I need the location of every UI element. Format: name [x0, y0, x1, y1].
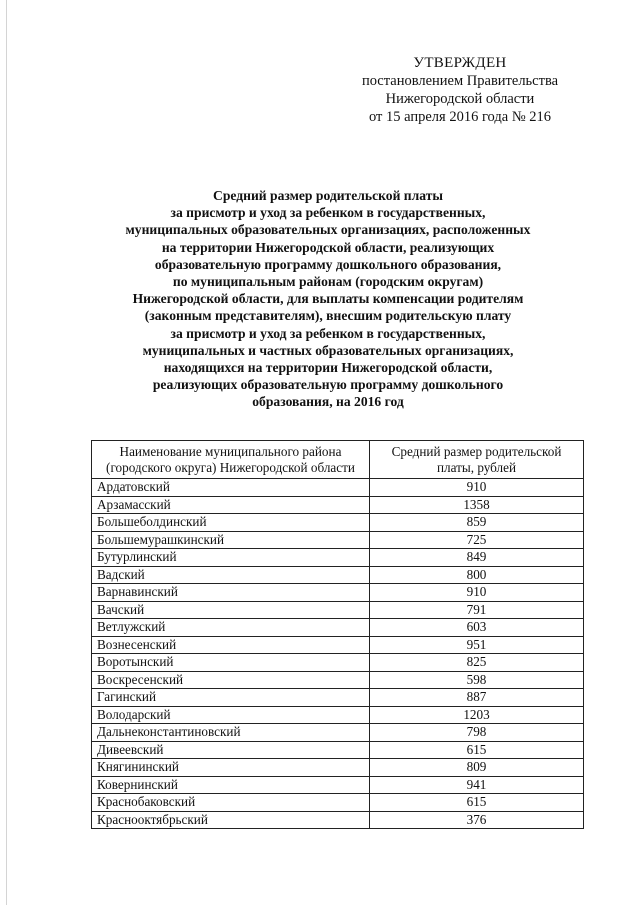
fee-value: 809 — [370, 759, 584, 777]
table-row — [92, 584, 584, 602]
approval-stamp — [330, 54, 590, 126]
table-row — [92, 549, 584, 567]
approval-line-1: постановлением Правительства — [361, 73, 559, 89]
title-line: муниципальных и частных образовательных организациях, — [142, 342, 514, 358]
fee-value: 910 — [370, 584, 584, 602]
title-line: Средний размер родительской платы — [213, 188, 443, 203]
district-name: Воротынский — [92, 654, 370, 672]
table-row — [92, 741, 584, 759]
district-name: Воскресенский — [92, 671, 370, 689]
table-row — [92, 706, 584, 724]
district-name: Вадский — [92, 566, 370, 584]
title-line: реализующих образовательную программу дошкольного — [152, 377, 504, 393]
header-fee: Средний размер родительской платы, рублей — [370, 441, 584, 479]
header-district: Наименование муниципального района (городского округа) Нижегородской области — [92, 441, 370, 479]
scan-edge-line — [6, 0, 7, 905]
fee-value: 598 — [370, 671, 584, 689]
district-name: Княгининский — [92, 759, 370, 777]
table-row — [92, 811, 584, 829]
fee-value: 849 — [370, 549, 584, 567]
table-row — [92, 636, 584, 654]
fee-value: 603 — [370, 619, 584, 637]
fee-value: 1358 — [370, 496, 584, 514]
fee-value: 376 — [370, 811, 584, 829]
title-line: (законным представителям), внесшим родительскую плату — [144, 308, 512, 324]
fee-value: 859 — [370, 514, 584, 532]
district-name: Арзамасский — [92, 496, 370, 514]
table-row — [92, 671, 584, 689]
table-row — [92, 514, 584, 532]
fee-table — [91, 440, 584, 829]
district-name: Бутурлинский — [92, 549, 370, 567]
district-name: Володарский — [92, 706, 370, 724]
table-row — [92, 601, 584, 619]
fee-value: 615 — [370, 741, 584, 759]
title-line: по муниципальным районам (городским округам) — [172, 274, 484, 290]
table-row — [92, 776, 584, 794]
title-line: Нижегородской области, для выплаты компенсации родителям — [132, 291, 524, 307]
table-header-row — [92, 441, 584, 479]
table-row — [92, 724, 584, 742]
fee-value: 800 — [370, 566, 584, 584]
title-line: образования, на 2016 год — [252, 394, 404, 410]
table-row — [92, 654, 584, 672]
district-name: Варнавинский — [92, 584, 370, 602]
fee-value: 951 — [370, 636, 584, 654]
fee-value: 825 — [370, 654, 584, 672]
table-row — [92, 689, 584, 707]
title-line: за присмотр и уход за ребенком в государственных, — [170, 205, 486, 221]
district-name: Краснооктябрьский — [92, 811, 370, 829]
title-line: муниципальных образовательных организациях, расположенных — [125, 222, 531, 238]
title-line: за присмотр и уход за ребенком в государственных, — [170, 325, 486, 341]
fee-value: 1203 — [370, 706, 584, 724]
district-name: Большемурашкинский — [92, 531, 370, 549]
district-name: Ковернинский — [92, 776, 370, 794]
approval-line-3: от 15 апреля 2016 года № 216 — [368, 109, 552, 125]
district-name: Дальнеконстантиновский — [92, 724, 370, 742]
table-row — [92, 566, 584, 584]
approval-heading: УТВЕРЖДЕН — [413, 55, 507, 71]
table-row — [92, 759, 584, 777]
fee-value: 910 — [370, 479, 584, 497]
fee-value: 941 — [370, 776, 584, 794]
table-row — [92, 619, 584, 637]
fee-value: 887 — [370, 689, 584, 707]
district-name: Дивеевский — [92, 741, 370, 759]
title-line: находящихся на территории Нижегородской области, — [163, 360, 493, 376]
fee-value: 791 — [370, 601, 584, 619]
fee-value: 725 — [370, 531, 584, 549]
fee-value: 615 — [370, 794, 584, 812]
district-name: Ветлужский — [92, 619, 370, 637]
district-name: Ардатовский — [92, 479, 370, 497]
district-name: Гагинский — [92, 689, 370, 707]
fee-value: 798 — [370, 724, 584, 742]
document-title — [88, 187, 568, 411]
table-row — [92, 496, 584, 514]
district-name: Большеболдинский — [92, 514, 370, 532]
district-name: Вознесенский — [92, 636, 370, 654]
district-name: Вачский — [92, 601, 370, 619]
table-row — [92, 479, 584, 497]
title-line: на территории Нижегородской области, реализующих — [161, 239, 495, 255]
approval-line-2: Нижегородской области — [385, 91, 535, 107]
district-name: Краснобаковский — [92, 794, 370, 812]
table-row — [92, 531, 584, 549]
title-line: образовательную программу дошкольного образования, — [154, 256, 502, 272]
table-row — [92, 794, 584, 812]
